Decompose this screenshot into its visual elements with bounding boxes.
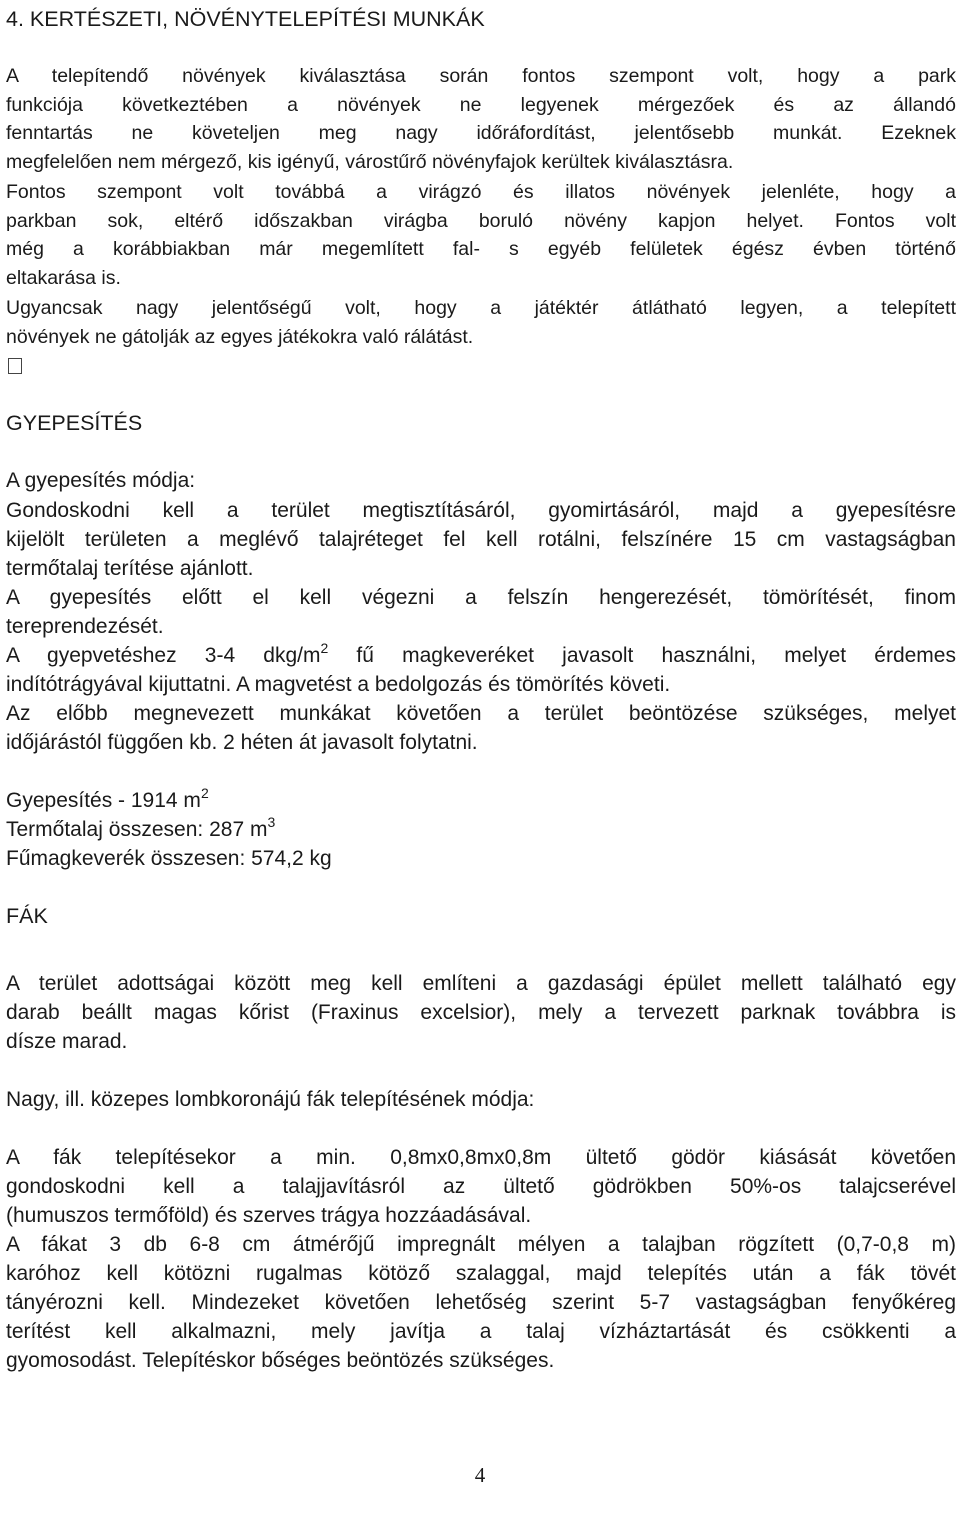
text-line [6, 641, 956, 670]
text-line: darab beállt magas kőrist (Fraxinus excelsior), mely a tervezett parknak továbbra is [6, 1001, 956, 1024]
text-line: gyomosodást. Telepítéskor bőséges beöntözés szükséges. [6, 1349, 555, 1372]
fak-paragraph-3 [6, 1230, 956, 1375]
text-line: indítótrágyával kijuttatni. A magvetést a bedolgozás és tömörítés követi. [6, 673, 671, 696]
text-line: fenntartás ne követeljen meg nagy időráfordítást, jelentősebb munkát. Ezeknek [6, 122, 956, 144]
text-line: Ugyancsak nagy jelentőségű volt, hogy a játéktér átlátható legyen, a telepített [6, 297, 956, 319]
text-line: Gondoskodni kell a terület megtisztításáról, gyomirtásáról, majd a gyepesítésre [6, 499, 956, 522]
gyepesites-paragraph-2 [6, 583, 956, 641]
text-line: eltakarása is. [6, 266, 121, 289]
text-line: A fákat 3 db 6-8 cm átmérőjű impregnált mélyen a talajban rögzített (0,7-0,8 m) [6, 1233, 956, 1256]
gyepesites-paragraph-1 [6, 496, 956, 583]
text-line: karóhoz kell kötözni rugalmas kötöző szalaggal, majd telepítés után a fák tövét [6, 1262, 956, 1285]
text-line: A fák telepítésekor a min. 0,8mx0,8mx0,8m ültető gödör kiásását követően [6, 1146, 956, 1169]
gyepesites-summary [6, 786, 956, 873]
text-line: termőtalaj terítése ajánlott. [6, 557, 254, 580]
text-line: A telepítendő növények kiválasztása során fontos szempont volt, hogy a park [6, 65, 956, 87]
gyepesites-paragraph-4 [6, 699, 956, 757]
text-line: Fontos szempont volt továbbá a virágzó és illatos növények jelenléte, hogy a [6, 181, 956, 203]
intro-paragraph-3 [6, 294, 956, 351]
summary-area: Gyepesítés - 1914 $m^2$ [6, 785, 209, 812]
page-number: 4 [474, 1463, 486, 1487]
text-line: (humuszos termőföld) és szerves trágya hozzáadásával. [6, 1204, 532, 1227]
gyepesites-paragraph-3 [6, 641, 956, 699]
text-line: dísze marad. [6, 1030, 128, 1053]
missing-glyph-box [8, 358, 22, 374]
text-line: időjárástól függően kb. 2 héten át javasolt folytatni. [6, 731, 478, 754]
text-segment: A gyepvetéshez 3-4 dkg/m [6, 644, 321, 667]
intro-paragraph-2 [6, 178, 956, 292]
text-line: tányérozni kell. Mindezeket követően lehetőség szerint 5-7 vastagságban fenyőkéreg [6, 1291, 956, 1314]
text-line: parkban sok, eltérő időszakban virágba boruló növény kapjon helyet. Fontos volt [6, 209, 956, 232]
text-line: tereprendezését. [6, 615, 164, 638]
text-line: megfelelően nem mérgező, kis igényű, várostűrő növényfajok kerültek kiválasztásra. [6, 150, 734, 173]
gyepesites-heading: GYEPESÍTÉS [6, 411, 143, 435]
text-line: terítést kell alkalmazni, mely javítja a talaj vízháztartását és csökkenti a [6, 1320, 956, 1343]
superscript: 2 [200, 785, 209, 801]
section-heading: 4. KERTÉSZETI, NÖVÉNYTELEPÍTÉSI MUNKÁK [6, 7, 485, 31]
text-line: kijelölt területen a meglévő talajréteget fel kell rotálni, felszínére 15 cm vastagságban [6, 528, 956, 551]
intro-paragraph-1 [6, 62, 956, 176]
fak-paragraph-2 [6, 1143, 956, 1230]
summary-seed-mix: Fűmagkeverék összesen: 574,2 kg [6, 847, 332, 870]
text-line: Az előbb megnevezett munkákat követően a terület beöntözése szükséges, melyet [6, 702, 956, 725]
fak-paragraph-1 [6, 969, 956, 1056]
text-segment: fű magkeveréket javasolt használni, melyet érdemes [328, 644, 956, 667]
superscript: 3 [267, 814, 276, 830]
fak-heading: FÁK [6, 904, 48, 928]
text-line: funkciója következtében a növények ne legyenek mérgezőek és az állandó [6, 93, 956, 116]
text-line: növények ne gátolják az egyes játékokra való rálátást. [6, 325, 474, 348]
text-line: A gyepesítés előtt el kell végezni a felszín hengerezését, tömörítését, finom [6, 586, 956, 609]
summary-topsoil: Termőtalaj összesen: 287 $m^3$ [6, 814, 276, 841]
gyepesites-subheading: A gyepesítés módja: [6, 469, 196, 492]
text-line: gondoskodni kell a talajjavításról az ültető gödrökben 50%-os talajcserével [6, 1175, 956, 1198]
superscript: 2 [320, 640, 329, 656]
text-line: még a korábbiakban már megemlített fal- s egyéb felületek égész évben történő [6, 238, 956, 260]
text-line: A terület adottságai között meg kell említeni a gazdasági épület mellett található egy [6, 972, 956, 995]
fak-subheading: Nagy, ill. közepes lombkoronájú fák telepítésének módja: [6, 1088, 535, 1111]
